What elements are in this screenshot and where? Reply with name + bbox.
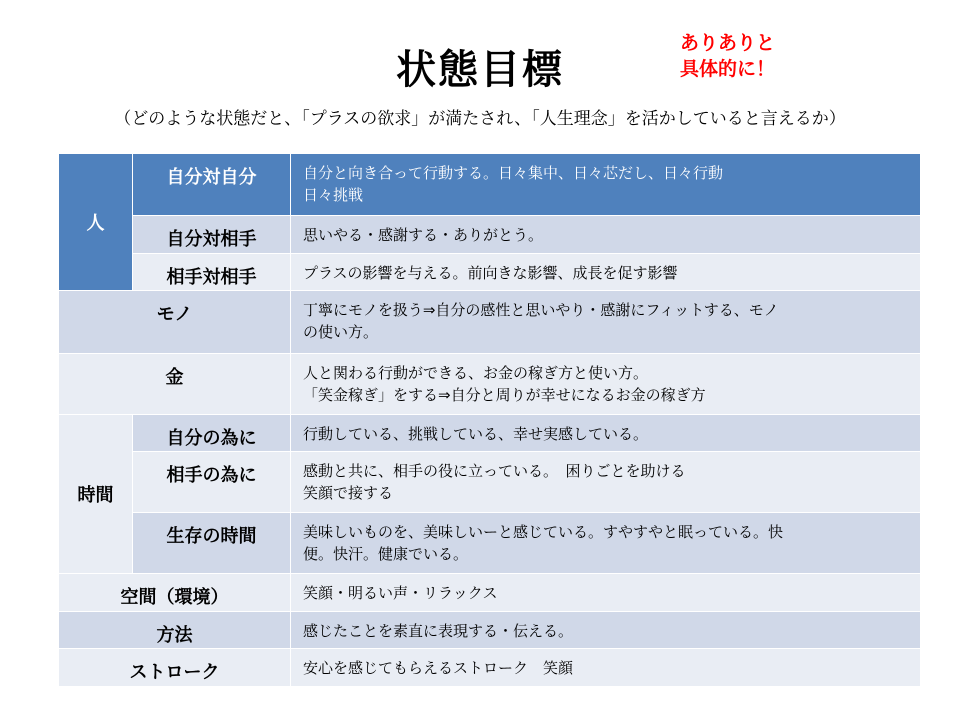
table-row (59, 649, 921, 687)
row-description: 自分と向き合って行動する。日々集中、日々芯だし、日々行動 日々挑戦 (291, 154, 921, 216)
table-row (59, 216, 921, 254)
row-label: 生存の時間 (133, 513, 291, 574)
table-row (59, 415, 921, 452)
row-description: 感じたことを素直に表現する・伝える。 (291, 612, 921, 649)
goal-table (58, 153, 921, 687)
table-row (59, 513, 921, 574)
table-row (59, 452, 921, 513)
table-row (59, 574, 921, 612)
row-description: 人と関わる行動ができる、お金の稼ぎ方と使い方。 「笑金稼ぎ」をする⇒自分と周りが幸せになるお金の稼ぎ方 (291, 354, 921, 415)
row-label: 空間（環境） (59, 574, 291, 612)
row-description: 思いやる・感謝する・ありがとう。 (291, 216, 921, 254)
page-subtitle: （どのような状態だと、「プラスの欲求」が満たされ、「人生理念」を活かしていると言えるか） (114, 109, 846, 129)
row-label: 自分の為に (133, 415, 291, 452)
note-line-1: ありありと (680, 32, 776, 54)
row-label: モノ (59, 291, 291, 354)
group-cell-time: 時間 (59, 415, 133, 574)
table-row (59, 154, 921, 216)
emphasis-note (680, 30, 775, 82)
table-row (59, 291, 921, 354)
row-label: 金 (59, 354, 291, 415)
table-row (59, 254, 921, 291)
row-description: 安心を感じてもらえるストローク 笑顔 (291, 649, 921, 687)
row-label: 相手の為に (133, 452, 291, 513)
table-row (59, 612, 921, 649)
page-title: 状態目標 (396, 47, 564, 93)
group-cell-person: 人 (59, 154, 133, 291)
row-label: 方法 (59, 612, 291, 649)
row-description: 笑顔・明るい声・リラックス (291, 574, 921, 612)
row-description: 感動と共に、相手の役に立っている。 困りごとを助ける 笑顔で接する (291, 452, 921, 513)
note-line-2: 具体的に！ (680, 58, 776, 80)
row-label: ストローク (59, 649, 291, 687)
row-label: 相手対相手 (133, 254, 291, 291)
row-label: 自分対相手 (133, 216, 291, 254)
row-description: プラスの影響を与える。前向きな影響、成長を促す影響 (291, 254, 921, 291)
row-description: 丁寧にモノを扱う⇒自分の感性と思いやり・感謝にフィットする、モノ の使い方。 (291, 291, 921, 354)
row-label: 自分対自分 (133, 154, 291, 216)
table-row (59, 354, 921, 415)
row-description: 美味しいものを、美味しいーと感じている。すやすやと眠っている。快 便。快汗。健康でいる。 (291, 513, 921, 574)
row-description: 行動している、挑戦している、幸せ実感している。 (291, 415, 921, 452)
